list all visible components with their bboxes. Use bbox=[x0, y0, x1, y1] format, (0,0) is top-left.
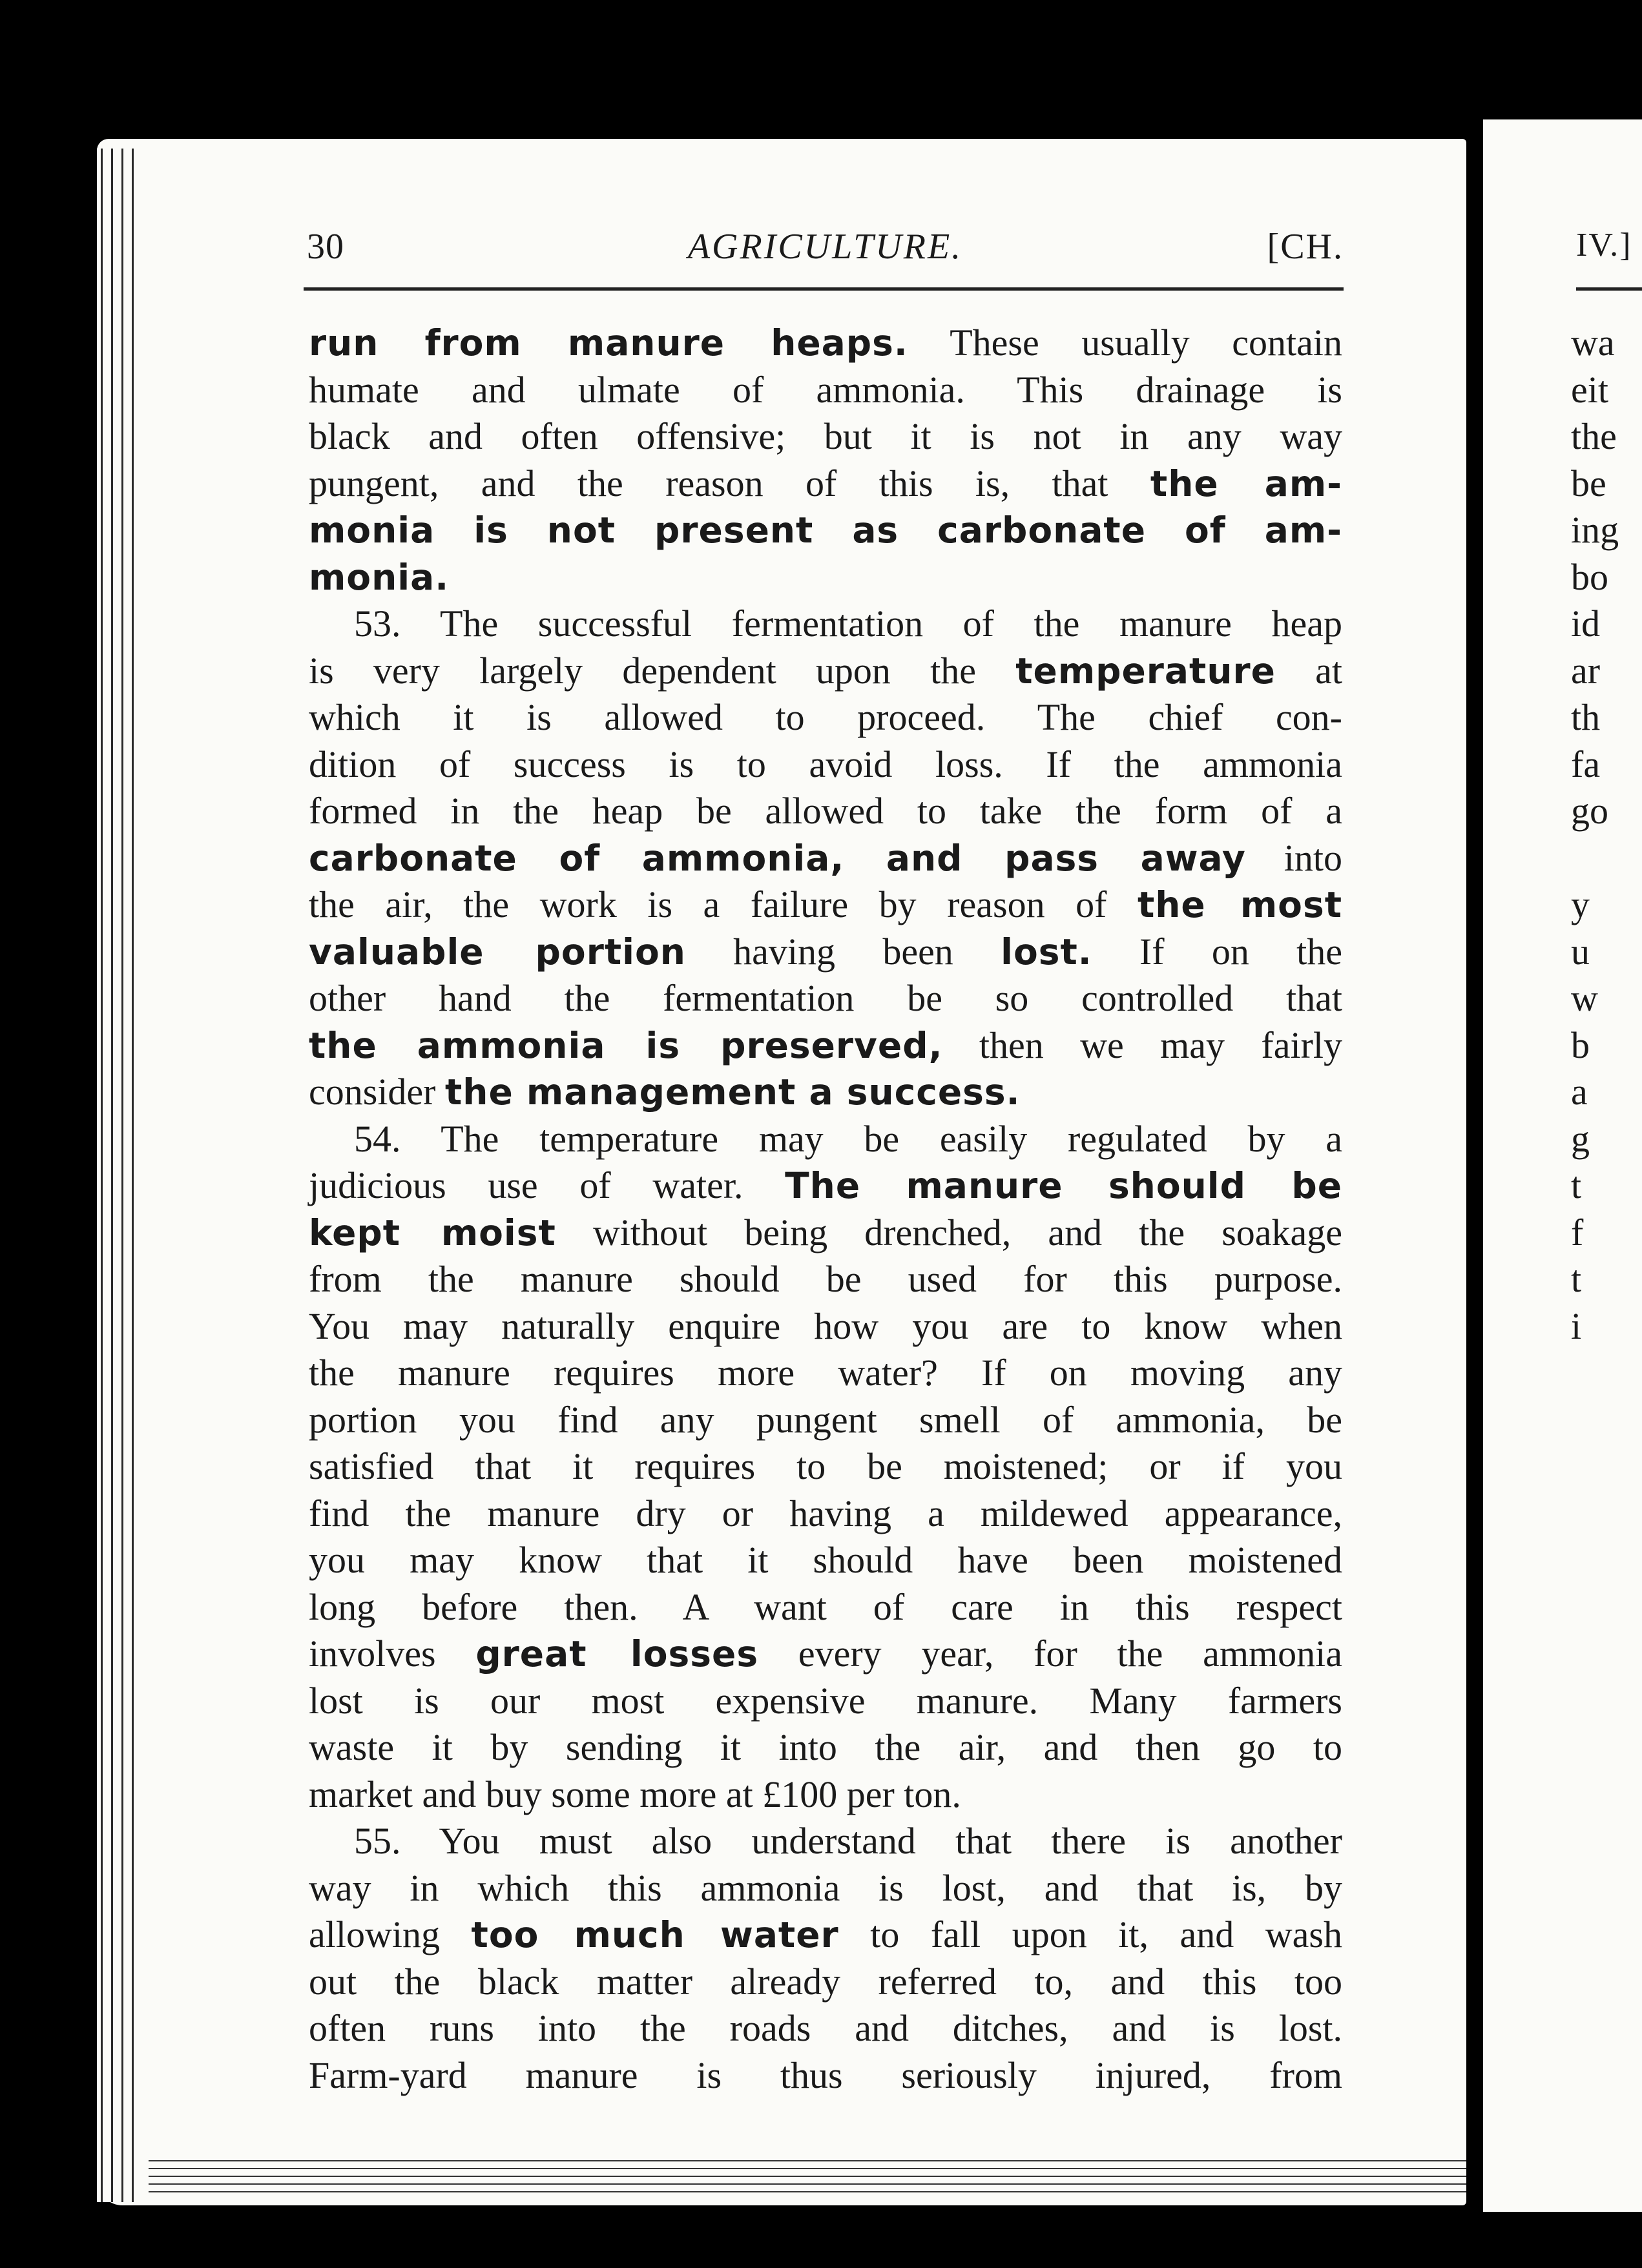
right-page-fragment: go bbox=[1571, 790, 1608, 832]
text-line bbox=[309, 601, 1342, 648]
text-run: judicious use of water. bbox=[309, 1164, 785, 1206]
text-line bbox=[309, 1256, 1342, 1303]
page-stack-edge bbox=[97, 149, 136, 2202]
text-run: black and often offensive; but it is not in any way bbox=[309, 415, 1342, 457]
right-page-fragment: y bbox=[1571, 883, 1590, 925]
chapter-mark: [CH. bbox=[1267, 227, 1344, 267]
text-line bbox=[309, 1678, 1342, 1725]
text-line bbox=[309, 1022, 1342, 1069]
text-line bbox=[309, 788, 1342, 835]
text-run: out the black matter already referred to, and this too bbox=[309, 1960, 1342, 2003]
text-run: Farm-yard manure is thus seriously injured, from bbox=[309, 2054, 1342, 2096]
text-line bbox=[309, 929, 1342, 976]
bold-phrase: the ammonia is preserved, bbox=[309, 1024, 943, 1066]
text-run: long before then. A want of care in this respect bbox=[309, 1585, 1342, 1628]
right-page-fragment: b bbox=[1571, 1024, 1590, 1066]
book-gutter bbox=[1466, 123, 1483, 2215]
text-line bbox=[309, 1912, 1342, 1959]
page-number: 30 bbox=[307, 227, 344, 267]
right-page-fragment: eit bbox=[1571, 368, 1608, 411]
text-line bbox=[309, 1631, 1342, 1678]
text-run: you may know that it should have been moistened bbox=[309, 1539, 1342, 1581]
bold-phrase: monia. bbox=[309, 556, 450, 598]
text-line bbox=[309, 460, 1342, 508]
text-line bbox=[309, 1771, 1342, 1819]
text-run: 53. The successful fermentation of the manure heap bbox=[354, 603, 1342, 644]
text-run: then we may fairly bbox=[942, 1024, 1342, 1066]
text-line bbox=[309, 2005, 1342, 2052]
right-page-fragment: u bbox=[1571, 930, 1590, 973]
right-page-fragment: f bbox=[1571, 1211, 1584, 1253]
text-line bbox=[309, 648, 1342, 695]
header-rule bbox=[304, 287, 1344, 291]
text-run: satisfied that it requires to be moistened; or if you bbox=[309, 1445, 1342, 1487]
right-page-fragment: i bbox=[1571, 1304, 1582, 1347]
text-line bbox=[309, 1303, 1342, 1350]
text-line bbox=[309, 1443, 1342, 1490]
text-run: market and buy some more at £100 per ton. bbox=[309, 1773, 961, 1815]
right-page-fragment: ing bbox=[1571, 509, 1619, 551]
text-line bbox=[309, 1724, 1342, 1771]
running-title: AGRICULTURE. bbox=[687, 227, 963, 267]
page-stack-bottom bbox=[149, 2157, 1473, 2196]
text-run: find the manure dry or having a mildewed appearance, bbox=[309, 1492, 1342, 1534]
right-page-fragment: g bbox=[1571, 1117, 1590, 1160]
text-line bbox=[309, 1210, 1342, 1257]
text-line bbox=[309, 1350, 1342, 1397]
right-page-fragment: t bbox=[1571, 1164, 1582, 1206]
text-run: without being drenched, and the soakage bbox=[556, 1211, 1342, 1253]
text-run: every year, for the ammonia bbox=[758, 1633, 1342, 1675]
right-page-fragment: ar bbox=[1571, 649, 1601, 692]
text-line bbox=[309, 881, 1342, 929]
right-page-fragment: th bbox=[1571, 696, 1601, 738]
text-run: 55. You must also understand that there is another bbox=[354, 1820, 1342, 1862]
text-line bbox=[309, 1818, 1342, 1865]
text-run: involves bbox=[309, 1633, 476, 1675]
bold-phrase: valuable portion bbox=[309, 931, 686, 973]
bold-phrase: monia is not present as carbonate of am- bbox=[309, 510, 1342, 551]
text-run: from the manure should be used for this purpose. bbox=[309, 1258, 1342, 1300]
right-page-fragment: id bbox=[1571, 603, 1601, 644]
text-line bbox=[309, 694, 1342, 741]
text-line bbox=[309, 1162, 1342, 1210]
right-page-header-rule bbox=[1576, 287, 1642, 291]
right-page-fragment: fa bbox=[1571, 743, 1601, 785]
text-run: humate and ulmate of ammonia. This drainage is bbox=[309, 368, 1342, 411]
text-line bbox=[309, 554, 1342, 601]
bold-phrase: run from manure heaps. bbox=[309, 322, 908, 364]
text-line bbox=[309, 320, 1342, 367]
text-line bbox=[309, 367, 1342, 414]
text-run: to fall upon it, and wash bbox=[838, 1913, 1342, 1955]
text-line bbox=[309, 975, 1342, 1022]
right-page bbox=[1483, 119, 1642, 2212]
text-run: the air, the work is a failure by reason of bbox=[309, 883, 1138, 925]
text-run: 54. The temperature may be easily regulated by a bbox=[354, 1117, 1342, 1160]
right-page-fragment: t bbox=[1571, 1258, 1582, 1300]
right-page-fragment: the bbox=[1571, 415, 1617, 457]
right-page-fragment: wa bbox=[1571, 322, 1615, 364]
right-page-fragment: a bbox=[1571, 1071, 1588, 1113]
text-run: which it is allowed to proceed. The chief con- bbox=[309, 696, 1342, 738]
bold-phrase: The manure should be bbox=[785, 1165, 1343, 1206]
text-line bbox=[309, 507, 1342, 554]
text-line bbox=[309, 2052, 1342, 2099]
text-run: at bbox=[1275, 649, 1342, 692]
text-run: into bbox=[1245, 836, 1342, 879]
bold-phrase: kept moist bbox=[309, 1211, 556, 1253]
text-line bbox=[309, 413, 1342, 460]
text-run: lost is our most expensive manure. Many farmers bbox=[309, 1679, 1342, 1722]
running-header bbox=[307, 226, 1344, 278]
text-line bbox=[309, 741, 1342, 789]
text-run: way in which this ammonia is lost, and that is, by bbox=[309, 1866, 1342, 1909]
text-run: waste it by sending it into the air, and then go to bbox=[309, 1726, 1342, 1768]
text-line bbox=[309, 835, 1342, 882]
bold-phrase: too much water bbox=[471, 1914, 839, 1955]
right-page-fragment: w bbox=[1571, 977, 1598, 1019]
bold-phrase: the most bbox=[1137, 884, 1342, 925]
text-line bbox=[309, 1865, 1342, 1912]
bold-phrase: the am- bbox=[1150, 462, 1342, 504]
right-page-header-fragment: IV.] bbox=[1576, 227, 1632, 263]
right-page-fragment: bo bbox=[1571, 555, 1608, 598]
text-line bbox=[309, 1069, 1342, 1116]
bold-phrase: great losses bbox=[475, 1633, 759, 1675]
text-run: often runs into the roads and ditches, and is lost. bbox=[309, 2007, 1342, 2049]
text-run: If on the bbox=[1092, 930, 1342, 973]
text-run: other hand the fermentation be so controlled that bbox=[309, 977, 1342, 1019]
bold-phrase: carbonate of ammonia, and pass away bbox=[309, 837, 1246, 879]
bold-phrase: the management a success. bbox=[445, 1071, 1021, 1113]
bold-phrase: lost. bbox=[1001, 931, 1092, 973]
text-run: These usually contain bbox=[908, 322, 1342, 364]
text-run: You may naturally enquire how you are to know when bbox=[309, 1304, 1342, 1347]
bold-phrase: temperature bbox=[1015, 650, 1276, 692]
body-text bbox=[309, 320, 1342, 2099]
text-line bbox=[309, 1490, 1342, 1538]
text-run: the manure requires more water? If on moving any bbox=[309, 1352, 1342, 1394]
text-line bbox=[309, 1397, 1342, 1444]
text-run: allowing bbox=[309, 1913, 472, 1955]
text-run: pungent, and the reason of this is, that bbox=[309, 462, 1150, 504]
text-run: is very largely dependent upon the bbox=[309, 649, 1016, 692]
right-page-fragment: be bbox=[1571, 462, 1606, 504]
text-line bbox=[309, 1584, 1342, 1631]
text-run: portion you find any pungent smell of ammonia, be bbox=[309, 1398, 1342, 1441]
text-run: dition of success is to avoid loss. If the ammonia bbox=[309, 743, 1342, 785]
text-line bbox=[309, 1537, 1342, 1584]
text-line bbox=[309, 1959, 1342, 2006]
text-run: consider bbox=[309, 1071, 445, 1113]
text-line bbox=[309, 1116, 1342, 1163]
text-run: having been bbox=[685, 930, 1001, 973]
text-run: formed in the heap be allowed to take the form of a bbox=[309, 790, 1342, 832]
